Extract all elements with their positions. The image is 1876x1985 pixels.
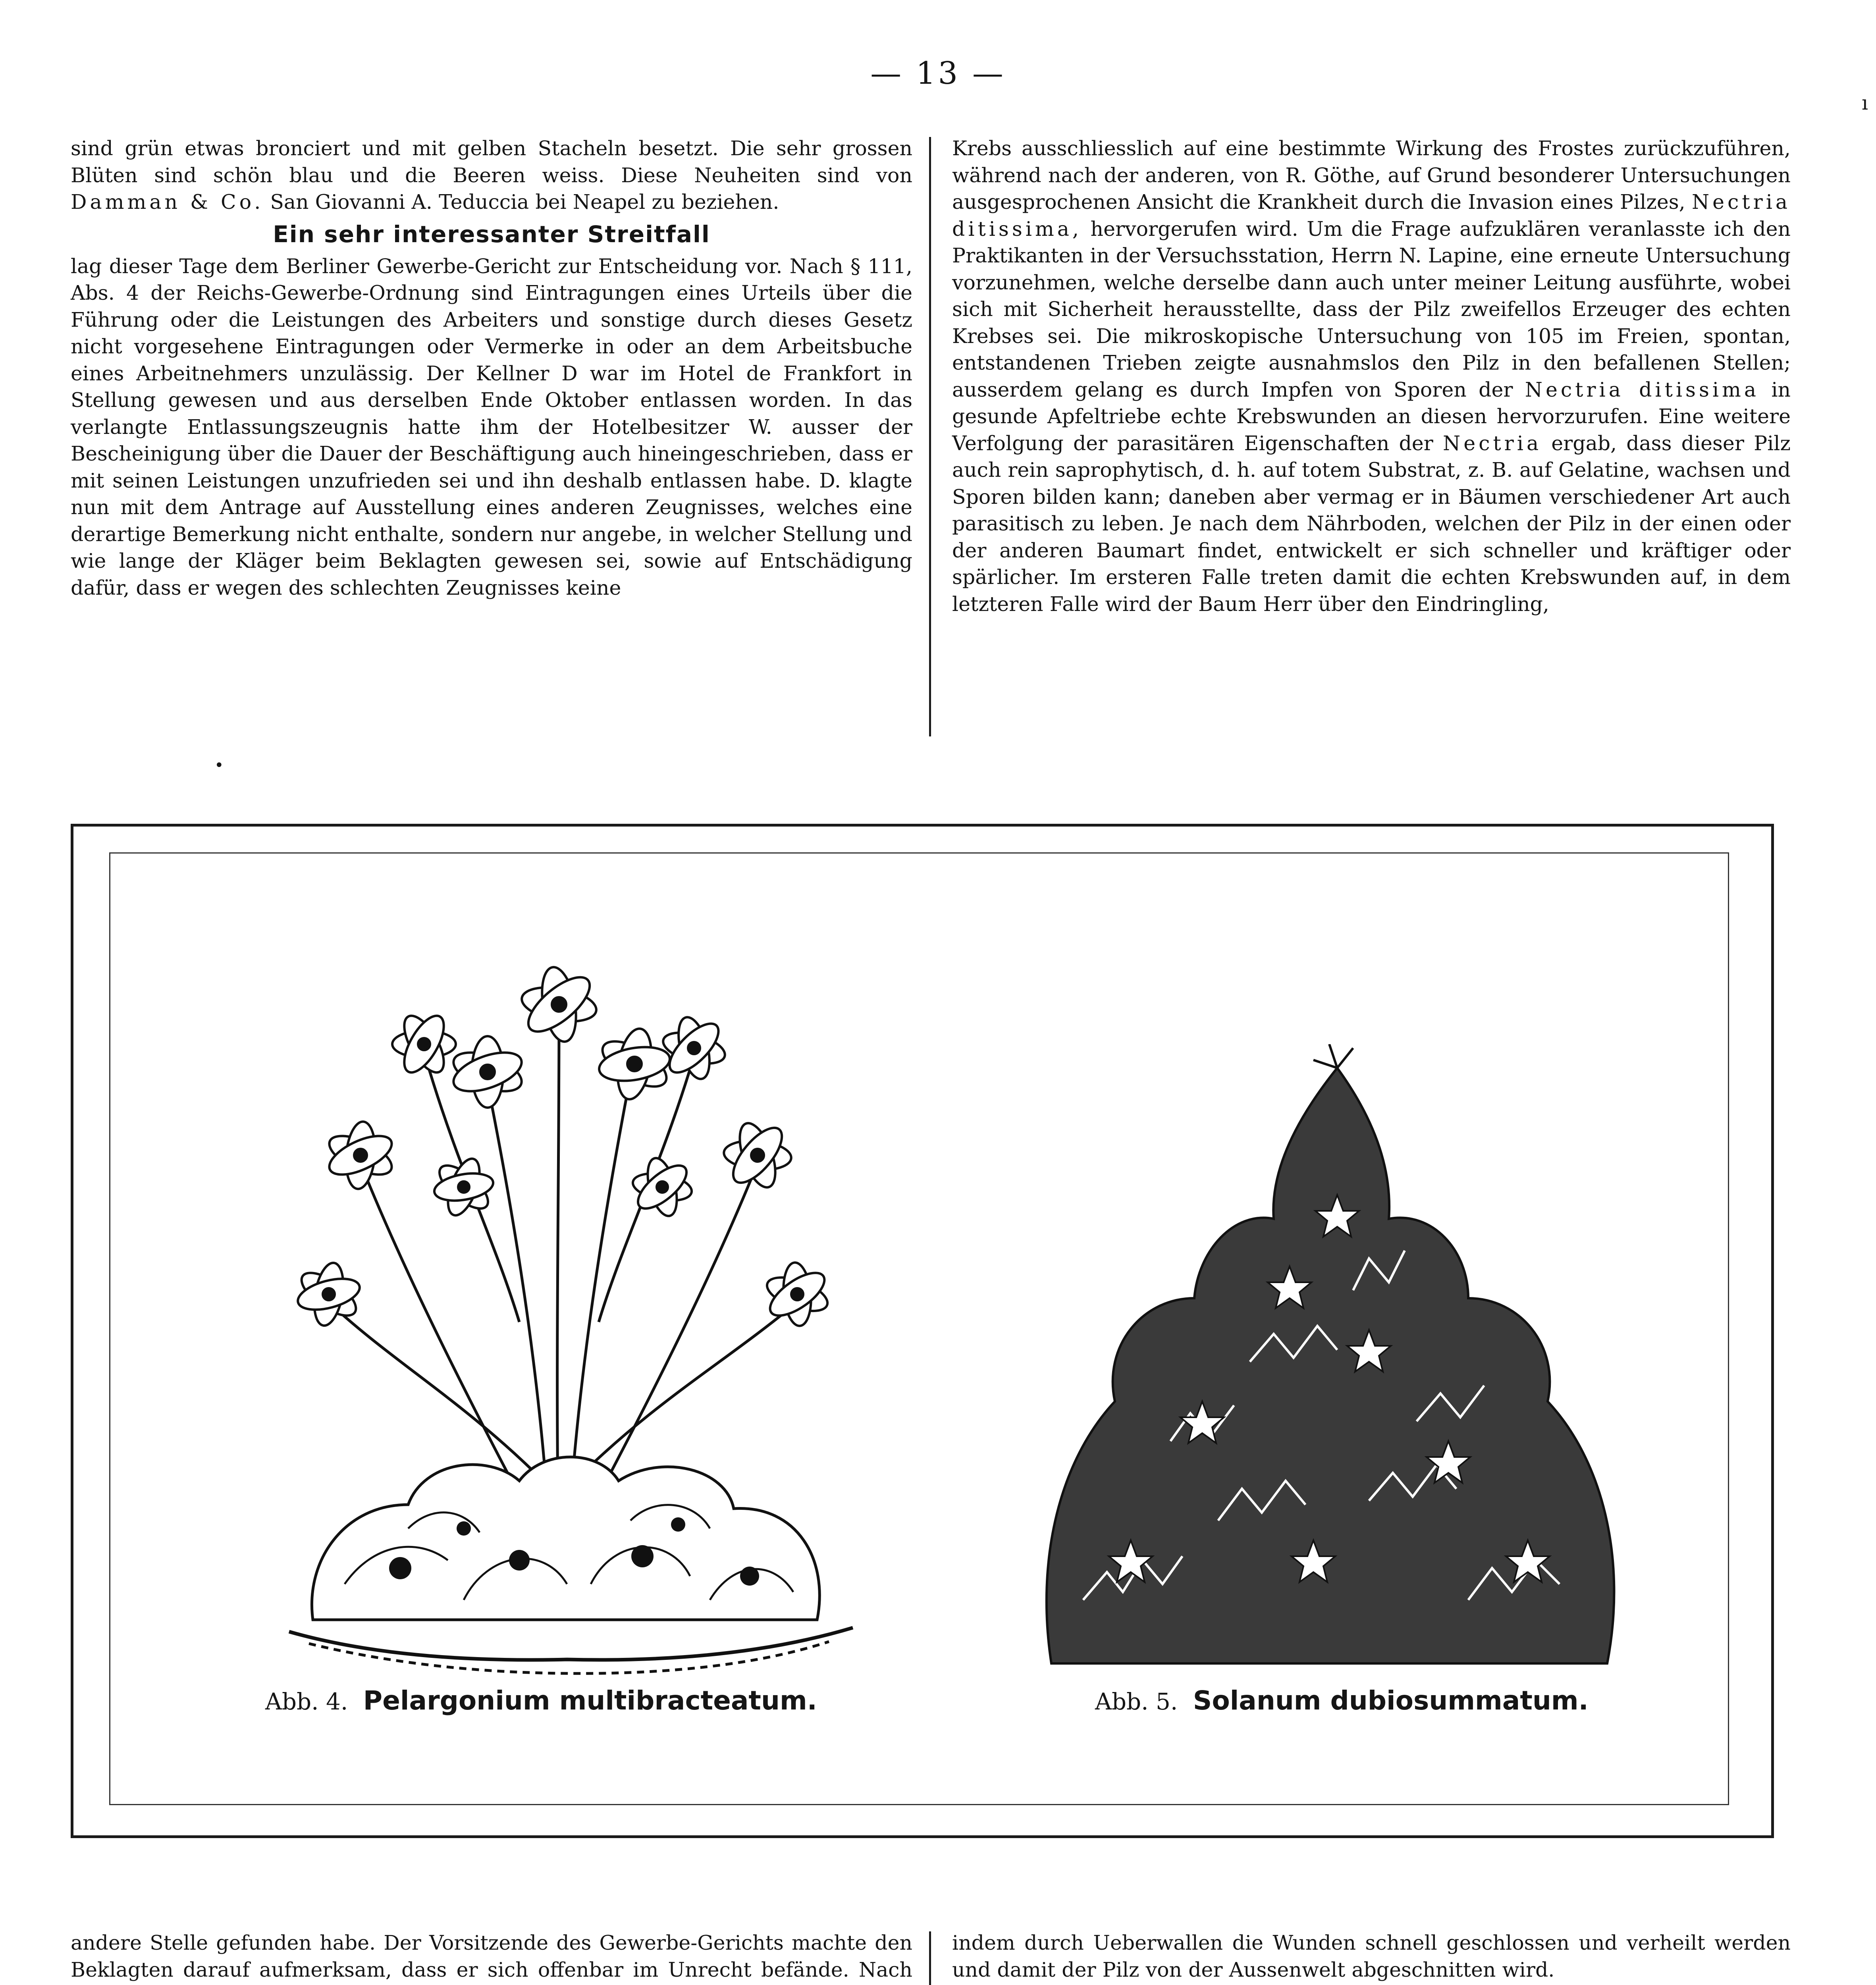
lower-left-column — [71, 1929, 912, 1985]
figure-4-label: Abb. 4. — [265, 1688, 348, 1715]
paragraph — [71, 135, 912, 216]
paragraph-text: hervorgerufen wird. Um die Frage aufzuklären veranlasste ich den Praktikanten in der Versuchsstation, Herrn N. Lapine, eine erneute Untersuchung vorzunehmen, welche derselbe dann auch unter meiner Leitung ausführte, wobei sich mit Sicherheit herausstellte, dass der Pilz zweifellos Erzeuger des echten Krebses sei. Die mikroskopische Untersuchung von 105 im Freien, spontan, entstandenen Trieben zeigte ausnahmslos den Pilz in den befallenen Stellen; ausserdem gelang es durch Impfen von Sporen der — [952, 217, 1791, 401]
solanum-illustration — [1012, 1044, 1647, 1695]
paragraph-text: San Giovanni A. Teduccia bei Neapel zu beziehen. — [270, 190, 779, 214]
page-number: — 13 — — [870, 56, 1006, 91]
scientific-name: Nectria ditissima — [1525, 378, 1760, 401]
scientific-name: Nectria — [1443, 431, 1542, 455]
lower-right-column — [952, 1929, 1791, 1985]
column-divider — [929, 137, 931, 736]
figure-frame — [71, 824, 1774, 1838]
upper-left-column — [71, 135, 912, 601]
column-divider — [929, 1931, 931, 1985]
firm-name: Damman & Co. — [71, 190, 264, 214]
bullet-mark: • — [214, 756, 224, 775]
paragraph: indem durch Ueberwallen die Wunden schnell geschlossen und verheilt werden und damit der Pilz von der Aussenwelt abgeschnitten wird. — [952, 1931, 1791, 1981]
paragraph-text: in gesunde Apfeltriebe echte Krebswunden an diesen hervorzurufen. Eine weitere Verfolgung der parasitären Eigenschaften der — [952, 378, 1791, 455]
section-heading: Ein sehr interessanter Streitfall — [273, 220, 710, 248]
figure-4-title: Pelargonium multibracteatum. — [363, 1685, 817, 1716]
scientific-name: Nectria ditissima, — [952, 190, 1791, 241]
source-citation — [952, 1983, 1791, 1985]
paragraph: lag dieser Tage dem Berliner Gewerbe-Gericht zur Entscheidung vor. Nach § 111, Abs. 4 der Reichs-Gewerbe-Ordnung sind Eintragungen eines Urteils über die Führung oder die Leistungen des Arbeiters und sonstige durch dieses Gesetz nicht vorgesehene Eintragungen oder Vermerke in oder an dem Arbeitsbuche eines Arbeitnehmers unzulässig. Der Kellner D war im Hotel de Frankfort in Stellung gewesen und aus derselben Ende Oktober entlassen worden. In das verlangte Entlassungszeugnis hatte ihm der Hotelbesitzer W. ausser der Bescheinigung über die Dauer der Beschäftigung auch hineingeschrieben, dass er mit seinen Leistungen unzufrieden sei und ihn deshalb entlassen habe. D. klagte nun mit dem Antrage auf Ausstellung eines anderen Zeugnisses, welches eine derartige Bemerkung nicht enthalte, sondern nur angebe, in welcher Stellung und wie lange der Kläger beim Beklagten gewesen sei, sowie auf Entschädigung dafür, dass er wegen des schlechten Zeugnisses keine — [71, 254, 912, 599]
figure-5-title: Solanum dubiosummatum. — [1193, 1685, 1589, 1716]
figure-5-label: Abb. 5. — [1095, 1688, 1178, 1715]
margin-mark: ı — [1862, 91, 1868, 114]
figure-5-caption — [1095, 1685, 1589, 1716]
paragraph-text: Krebs ausschliesslich auf eine bestimmte Wirkung des Frostes zurückzuführen, während nach der anderen, von R. Göthe, auf Grund besonderer Untersuchungen ausgesprochenen Ansicht die Krankheit durch die Invasion eines Pilzes, — [952, 137, 1791, 214]
paragraph — [952, 135, 1791, 617]
paragraph: andere Stelle gefunden habe. Der Vorsitzende des Gewerbe-Gerichts machte den Beklagten darauf aufmerksam, dass er sich offenbar im Unrecht befände. Nach — [71, 1931, 912, 1981]
paragraph-text: ergab, dass dieser Pilz auch rein saprophytisch, d. h. auf totem Substrat, z. B. auf Gelatine, wachsen und Sporen bilden kann; daneben aber vermag er in Bäumen verschiedener Art auch parasitisch zu leben. Je nach dem Nährboden, welchen der Pilz in der einen oder der anderen Baumart findet, entwickelt er sich schneller und kräftiger oder spärlicher. Im ersteren Falle treten damit die echten Krebswunden auf, in dem letzteren Falle wird der Baum Herr über den Eindringling, — [952, 431, 1791, 616]
paragraph-text: sind grün etwas bronciert und mit gelben Stacheln besetzt. Die sehr grossen Blüten sind schön blau und die Beeren weiss. Diese Neuheiten sind von — [71, 137, 912, 187]
upper-right-column — [952, 135, 1791, 617]
figure-inner-frame — [109, 852, 1729, 1805]
pelargonium-illustration — [241, 885, 897, 1699]
figure-4-caption — [265, 1685, 817, 1716]
